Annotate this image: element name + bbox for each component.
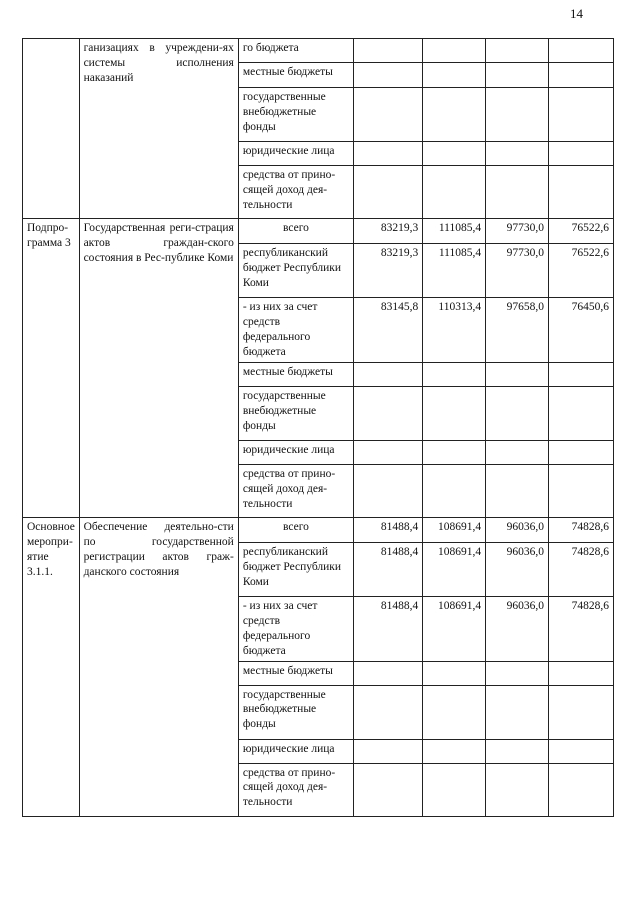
amount-cell-year-4 (548, 386, 613, 440)
amount-cell-year-1 (354, 661, 423, 685)
amount-cell-year-2: 110313,4 (423, 298, 486, 363)
amount-cell-year-1 (354, 440, 423, 464)
program-code-cell: Основное меропри-ятие 3.1.1. (23, 517, 80, 816)
funding-source-cell: юридические лица (238, 440, 353, 464)
amount-cell-year-3 (486, 661, 549, 685)
amount-cell-year-1 (354, 39, 423, 63)
amount-cell-year-2: 108691,4 (423, 517, 486, 542)
amount-cell-year-2 (423, 63, 486, 88)
amount-cell-year-1 (354, 362, 423, 386)
amount-cell-year-3: 96036,0 (486, 596, 549, 661)
amount-cell-year-1: 81488,4 (354, 542, 423, 596)
amount-cell-year-4: 74828,6 (548, 517, 613, 542)
program-code-cell: Подпро-грамма 3 (23, 219, 80, 518)
amount-cell-year-3 (486, 63, 549, 88)
amount-cell-year-2 (423, 142, 486, 166)
amount-cell-year-3 (486, 39, 549, 63)
amount-cell-year-1: 83219,3 (354, 244, 423, 298)
amount-cell-year-3 (486, 142, 549, 166)
amount-cell-year-2: 111085,4 (423, 219, 486, 244)
amount-cell-year-4 (548, 88, 613, 142)
funding-source-cell: республиканский бюджет Республики Коми (238, 542, 353, 596)
amount-cell-year-3: 97730,0 (486, 219, 549, 244)
program-name-cell: Государственная реги-страция актов граждан-ского состояния в Рес-публике Коми (79, 219, 238, 518)
amount-cell-year-4: 76522,6 (548, 244, 613, 298)
page-number: 14 (570, 6, 583, 21)
amount-cell-year-1 (354, 739, 423, 763)
amount-cell-year-3 (486, 386, 549, 440)
table-row (23, 517, 614, 542)
amount-cell-year-1: 81488,4 (354, 596, 423, 661)
amount-cell-year-3 (486, 166, 549, 219)
funding-source-cell: государственные внебюджетные фонды (238, 88, 353, 142)
funding-source-cell: местные бюджеты (238, 661, 353, 685)
amount-cell-year-4: 76522,6 (548, 219, 613, 244)
funding-source-cell: - из них за счет средств федерального бюджета (238, 298, 353, 363)
amount-cell-year-4 (548, 362, 613, 386)
amount-cell-year-3 (486, 739, 549, 763)
amount-cell-year-3: 96036,0 (486, 542, 549, 596)
amount-cell-year-3 (486, 88, 549, 142)
amount-cell-year-1 (354, 63, 423, 88)
amount-cell-year-2 (423, 739, 486, 763)
amount-cell-year-4: 74828,6 (548, 542, 613, 596)
funding-source-cell: - из них за счет средств федерального бюджета (238, 596, 353, 661)
program-name-cell: Обеспечение деятельно-сти по государственной регистрации актов граж-данского состояния (79, 517, 238, 816)
amount-cell-year-1: 81488,4 (354, 517, 423, 542)
amount-cell-year-4 (548, 166, 613, 219)
funding-source-cell: юридические лица (238, 142, 353, 166)
amount-cell-year-3 (486, 440, 549, 464)
amount-cell-year-2 (423, 88, 486, 142)
program-code-cell (23, 39, 80, 219)
amount-cell-year-4 (548, 39, 613, 63)
budget-table (22, 38, 614, 817)
amount-cell-year-4: 76450,6 (548, 298, 613, 363)
funding-source-cell: юридические лица (238, 739, 353, 763)
amount-cell-year-4 (548, 739, 613, 763)
amount-cell-year-1 (354, 88, 423, 142)
amount-cell-year-4: 74828,6 (548, 596, 613, 661)
amount-cell-year-1: 83145,8 (354, 298, 423, 363)
amount-cell-year-2 (423, 166, 486, 219)
amount-cell-year-1 (354, 763, 423, 816)
amount-cell-year-3 (486, 685, 549, 739)
funding-source-cell: средства от прино-сящей доход дея-тельности (238, 464, 353, 517)
program-name-cell: ганизациях в учреждени-ях системы исполнения наказаний (79, 39, 238, 219)
amount-cell-year-2 (423, 362, 486, 386)
amount-cell-year-2 (423, 39, 486, 63)
amount-cell-year-1 (354, 142, 423, 166)
amount-cell-year-1 (354, 685, 423, 739)
amount-cell-year-3 (486, 362, 549, 386)
amount-cell-year-4 (548, 661, 613, 685)
amount-cell-year-3 (486, 763, 549, 816)
amount-cell-year-4 (548, 142, 613, 166)
funding-source-cell: государственные внебюджетные фонды (238, 386, 353, 440)
funding-source-cell: государственные внебюджетные фонды (238, 685, 353, 739)
amount-cell-year-4 (548, 763, 613, 816)
amount-cell-year-2 (423, 386, 486, 440)
funding-source-cell: средства от прино-сящей доход дея-тельности (238, 166, 353, 219)
amount-cell-year-4 (548, 63, 613, 88)
funding-source-cell: всего (238, 517, 353, 542)
amount-cell-year-1: 83219,3 (354, 219, 423, 244)
amount-cell-year-4 (548, 440, 613, 464)
amount-cell-year-3 (486, 464, 549, 517)
amount-cell-year-2 (423, 464, 486, 517)
amount-cell-year-2: 108691,4 (423, 596, 486, 661)
table-row (23, 39, 614, 63)
amount-cell-year-1 (354, 464, 423, 517)
funding-source-cell: средства от прино-сящей доход дея-тельности (238, 763, 353, 816)
funding-source-cell: местные бюджеты (238, 362, 353, 386)
funding-source-cell: республиканский бюджет Республики Коми (238, 244, 353, 298)
amount-cell-year-2 (423, 763, 486, 816)
amount-cell-year-2 (423, 440, 486, 464)
amount-cell-year-1 (354, 386, 423, 440)
amount-cell-year-2: 108691,4 (423, 542, 486, 596)
amount-cell-year-3: 97730,0 (486, 244, 549, 298)
amount-cell-year-3: 96036,0 (486, 517, 549, 542)
amount-cell-year-2: 111085,4 (423, 244, 486, 298)
funding-source-cell: местные бюджеты (238, 63, 353, 88)
funding-source-cell: го бюджета (238, 39, 353, 63)
amount-cell-year-2 (423, 661, 486, 685)
table-row (23, 219, 614, 244)
amount-cell-year-4 (548, 685, 613, 739)
amount-cell-year-1 (354, 166, 423, 219)
funding-source-cell: всего (238, 219, 353, 244)
amount-cell-year-3: 97658,0 (486, 298, 549, 363)
amount-cell-year-2 (423, 685, 486, 739)
amount-cell-year-4 (548, 464, 613, 517)
